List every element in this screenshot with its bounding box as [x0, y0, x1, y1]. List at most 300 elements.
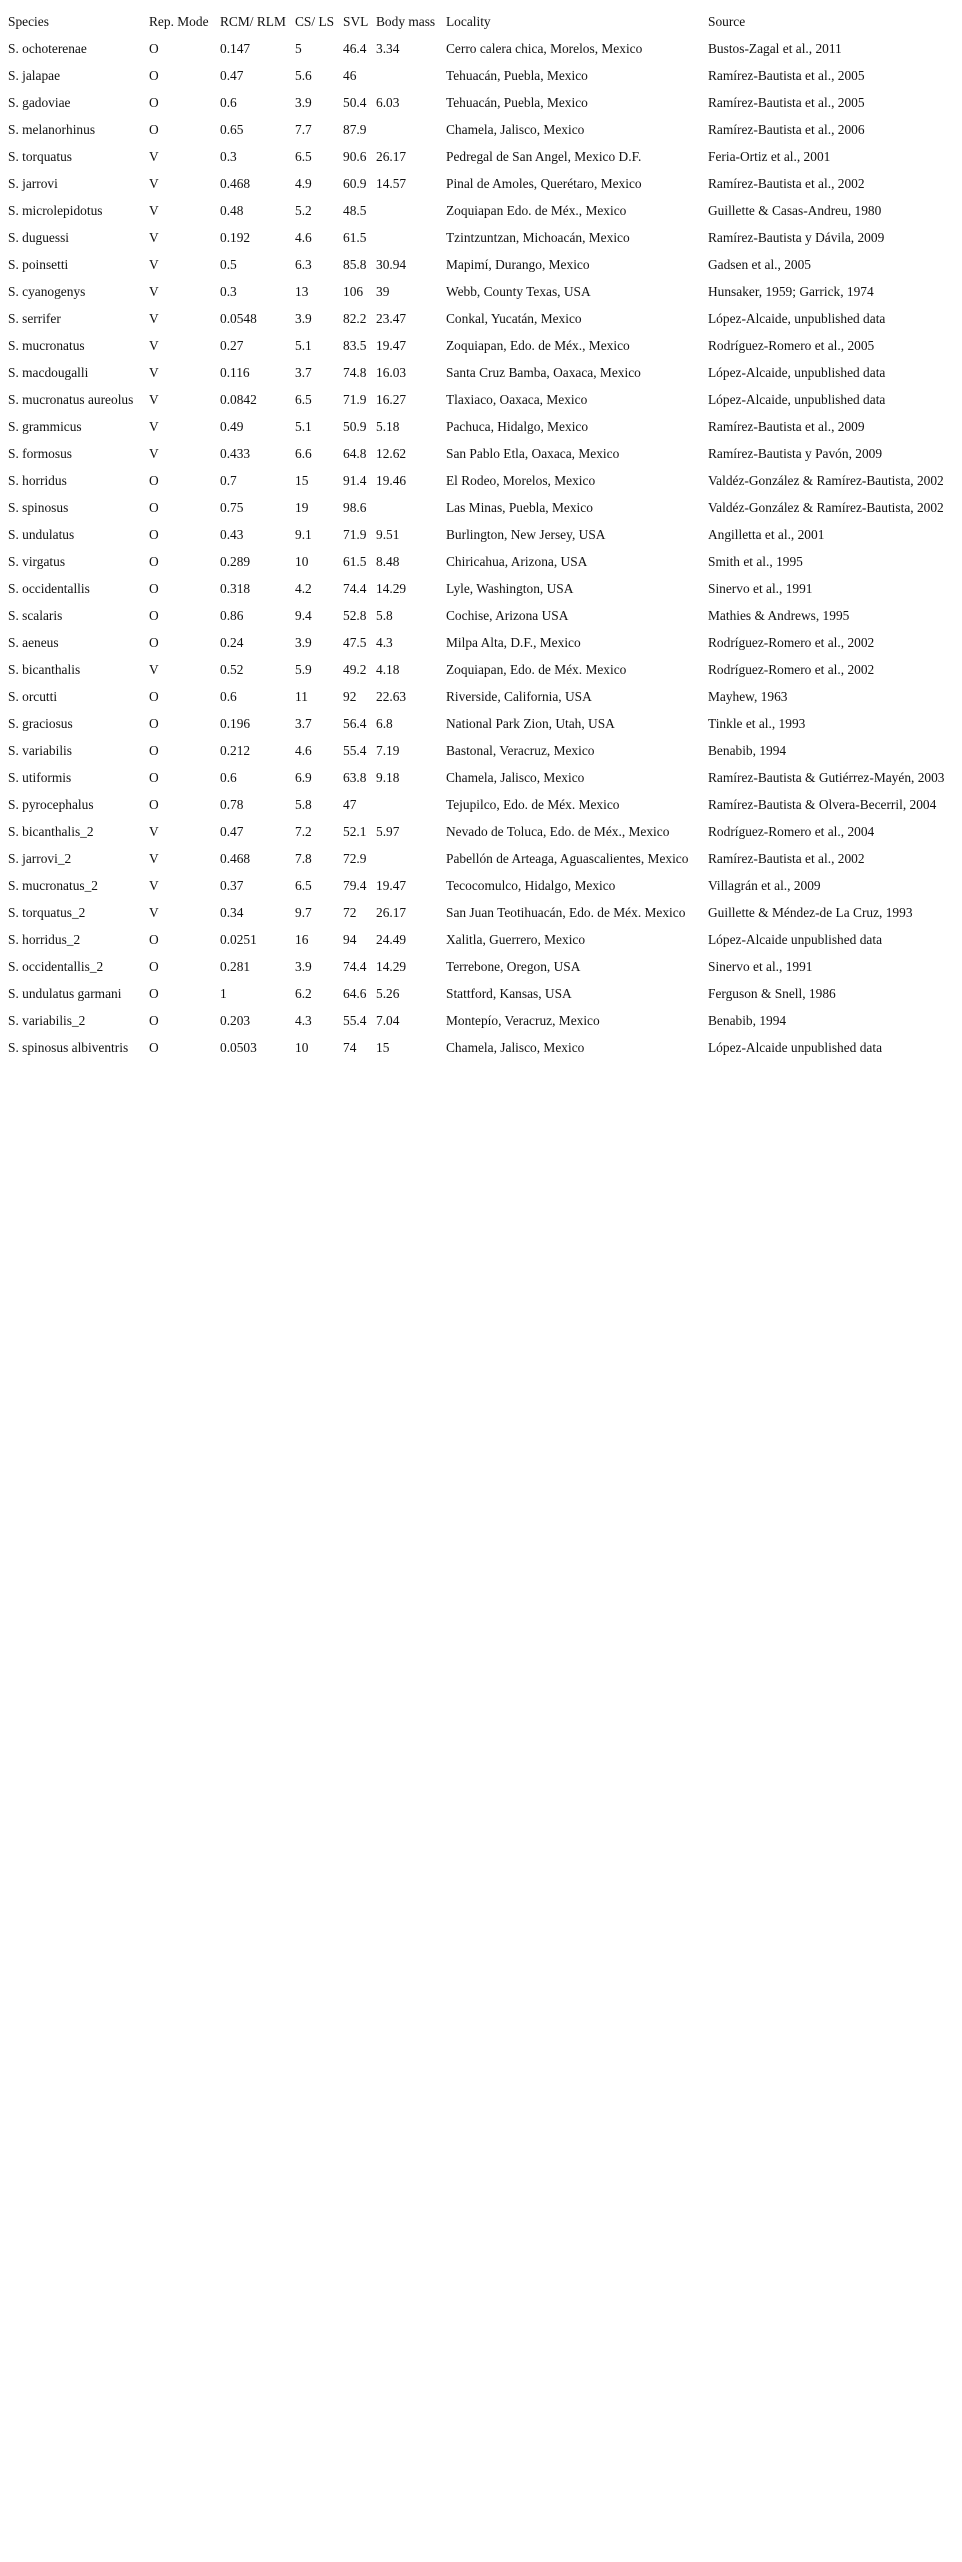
rcm-rlm-cell: 0.5	[220, 257, 237, 272]
body-mass-cell: 14.29	[376, 959, 407, 974]
source-cell: Ramírez-Bautista et al., 2002	[708, 851, 865, 866]
cs-ls-cell: 3.7	[295, 716, 312, 731]
cs-ls-cell: 7.2	[295, 824, 312, 839]
svl-cell: 74.8	[343, 365, 367, 380]
source-cell: Gadsen et al., 2005	[708, 257, 812, 272]
svl-cell: 71.9	[343, 527, 367, 542]
cs-ls-cell: 5.6	[295, 68, 312, 83]
table-row	[8, 575, 958, 602]
table-row	[8, 467, 958, 494]
svl-cell: 64.6	[343, 986, 367, 1001]
species-cell: S. microlepidotus	[8, 203, 103, 218]
body-mass-cell	[376, 62, 446, 89]
body-mass-cell	[376, 116, 446, 143]
svl-cell: 82.2	[343, 311, 367, 326]
locality-cell: El Rodeo, Morelos, Mexico	[446, 473, 596, 488]
rcm-rlm-cell: 0.203	[220, 1013, 251, 1028]
source-cell: Ramírez-Bautista et al., 2006	[708, 122, 865, 137]
rcm-rlm-cell: 0.78	[220, 797, 244, 812]
svl-cell: 50.4	[343, 95, 367, 110]
source-cell: Mayhew, 1963	[708, 689, 788, 704]
table-row	[8, 629, 958, 656]
source-cell: Ramírez-Bautista y Dávila, 2009	[708, 230, 885, 245]
locality-cell: Chiricahua, Arizona, USA	[446, 554, 588, 569]
body-mass-cell: 5.18	[376, 419, 400, 434]
svl-cell: 85.8	[343, 257, 367, 272]
cs-ls-cell: 7.8	[295, 851, 312, 866]
table-row	[8, 899, 958, 926]
svl-cell: 74.4	[343, 581, 367, 596]
svl-cell: 98.6	[343, 500, 367, 515]
body-mass-cell: 3.34	[376, 41, 400, 56]
cs-ls-cell: 13	[295, 284, 309, 299]
body-mass-cell	[376, 791, 446, 818]
species-cell: S. mucronatus_2	[8, 878, 99, 893]
rep-mode-cell: V	[149, 392, 159, 407]
source-cell: Hunsaker, 1959; Garrick, 1974	[708, 284, 874, 299]
table-row	[8, 953, 958, 980]
table-row	[8, 62, 958, 89]
table-body	[8, 35, 958, 1061]
rcm-rlm-cell: 0.47	[220, 68, 244, 83]
header-rcm-rlm: RCM/ RLM	[220, 14, 286, 29]
svl-cell: 106	[343, 284, 364, 299]
svl-cell: 72.9	[343, 851, 367, 866]
table-row	[8, 548, 958, 575]
table-row	[8, 224, 958, 251]
locality-cell: Conkal, Yucatán, Mexico	[446, 311, 582, 326]
species-cell: S. virgatus	[8, 554, 66, 569]
source-cell: Tinkle et al., 1993	[708, 716, 806, 731]
cs-ls-cell: 3.7	[295, 365, 312, 380]
locality-cell: Tehuacán, Puebla, Mexico	[446, 95, 588, 110]
svl-cell: 56.4	[343, 716, 367, 731]
body-mass-cell: 4.3	[376, 635, 393, 650]
source-cell: Angilletta et al., 2001	[708, 527, 825, 542]
table-row	[8, 278, 958, 305]
rep-mode-cell: O	[149, 959, 159, 974]
rcm-rlm-cell: 0.196	[220, 716, 251, 731]
source-cell: López-Alcaide, unpublished data	[708, 392, 886, 407]
rcm-rlm-cell: 0.0503	[220, 1040, 257, 1055]
rcm-rlm-cell: 0.6	[220, 689, 237, 704]
table-row	[8, 35, 958, 62]
locality-cell: Nevado de Toluca, Edo. de Méx., Mexico	[446, 824, 670, 839]
body-mass-cell: 7.04	[376, 1013, 400, 1028]
table-row	[8, 413, 958, 440]
svl-cell: 92	[343, 689, 357, 704]
svl-cell: 49.2	[343, 662, 367, 677]
body-mass-cell: 14.29	[376, 581, 407, 596]
cs-ls-cell: 9.4	[295, 608, 312, 623]
rep-mode-cell: V	[149, 230, 159, 245]
table-row	[8, 710, 958, 737]
table-row	[8, 89, 958, 116]
table-row	[8, 197, 958, 224]
table-row	[8, 521, 958, 548]
cs-ls-cell: 4.6	[295, 230, 312, 245]
rcm-rlm-cell: 1	[220, 986, 227, 1001]
locality-cell: Stattford, Kansas, USA	[446, 986, 572, 1001]
svl-cell: 63.8	[343, 770, 367, 785]
source-cell: Ramírez-Bautista et al., 2005	[708, 68, 865, 83]
locality-cell: Burlington, New Jersey, USA	[446, 527, 606, 542]
svl-cell: 61.5	[343, 554, 367, 569]
rcm-rlm-cell: 0.65	[220, 122, 244, 137]
rep-mode-cell: V	[149, 257, 159, 272]
body-mass-cell: 23.47	[376, 311, 407, 326]
svl-cell: 74.4	[343, 959, 367, 974]
rep-mode-cell: O	[149, 473, 159, 488]
table-row	[8, 845, 958, 872]
body-mass-cell: 16.03	[376, 365, 407, 380]
rep-mode-cell: O	[149, 68, 159, 83]
table-row	[8, 170, 958, 197]
species-cell: S. variabilis	[8, 743, 72, 758]
source-cell: López-Alcaide, unpublished data	[708, 365, 886, 380]
source-cell: Rodríguez-Romero et al., 2004	[708, 824, 875, 839]
species-cell: S. aeneus	[8, 635, 59, 650]
rcm-rlm-cell: 0.0251	[220, 932, 257, 947]
table-row	[8, 818, 958, 845]
svl-cell: 52.8	[343, 608, 367, 623]
locality-cell: Lyle, Washington, USA	[446, 581, 574, 596]
source-cell: Benabib, 1994	[708, 1013, 787, 1028]
species-cell: S. utiformis	[8, 770, 72, 785]
rcm-rlm-cell: 0.6	[220, 770, 237, 785]
locality-cell: Las Minas, Puebla, Mexico	[446, 500, 593, 515]
svl-cell: 60.9	[343, 176, 367, 191]
cs-ls-cell: 3.9	[295, 95, 312, 110]
locality-cell: Pachuca, Hidalgo, Mexico	[446, 419, 589, 434]
cs-ls-cell: 15	[295, 473, 309, 488]
body-mass-cell: 9.51	[376, 527, 400, 542]
source-cell: Ramírez-Bautista & Gutiérrez-Mayén, 2003	[708, 770, 945, 785]
source-cell: Benabib, 1994	[708, 743, 787, 758]
locality-cell: National Park Zion, Utah, USA	[446, 716, 615, 731]
rcm-rlm-cell: 0.6	[220, 95, 237, 110]
locality-cell: Cerro calera chica, Morelos, Mexico	[446, 41, 643, 56]
cs-ls-cell: 6.3	[295, 257, 312, 272]
rcm-rlm-cell: 0.192	[220, 230, 251, 245]
rep-mode-cell: V	[149, 365, 159, 380]
species-cell: S. serrifer	[8, 311, 61, 326]
cs-ls-cell: 6.5	[295, 149, 312, 164]
rep-mode-cell: V	[149, 851, 159, 866]
locality-cell: San Juan Teotihuacán, Edo. de Méx. Mexico	[446, 905, 686, 920]
rep-mode-cell: V	[149, 203, 159, 218]
source-cell: Ramírez-Bautista y Pavón, 2009	[708, 446, 883, 461]
locality-cell: Zoquiapan, Edo. de Méx. Mexico	[446, 662, 627, 677]
body-mass-cell: 5.97	[376, 824, 400, 839]
table-row	[8, 386, 958, 413]
table-row	[8, 1007, 958, 1034]
cs-ls-cell: 3.9	[295, 311, 312, 326]
cs-ls-cell: 7.7	[295, 122, 312, 137]
table-row	[8, 116, 958, 143]
header-species: Species	[8, 14, 49, 29]
species-cell: S. variabilis_2	[8, 1013, 86, 1028]
rcm-rlm-cell: 0.34	[220, 905, 244, 920]
svl-cell: 47	[343, 797, 357, 812]
source-cell: Ramírez-Bautista et al., 2009	[708, 419, 865, 434]
source-cell: Rodríguez-Romero et al., 2002	[708, 662, 875, 677]
source-cell: Smith et al., 1995	[708, 554, 803, 569]
rep-mode-cell: O	[149, 554, 159, 569]
rcm-rlm-cell: 0.212	[220, 743, 251, 758]
locality-cell: Tecocomulco, Hidalgo, Mexico	[446, 878, 616, 893]
table-row	[8, 440, 958, 467]
rep-mode-cell: V	[149, 878, 159, 893]
locality-cell: Bastonal, Veracruz, Mexico	[446, 743, 595, 758]
svl-cell: 46.4	[343, 41, 367, 56]
locality-cell: Chamela, Jalisco, Mexico	[446, 1040, 585, 1055]
species-cell: S. ochoterenae	[8, 41, 87, 56]
source-cell: Guillette & Casas-Andreu, 1980	[708, 203, 882, 218]
svl-cell: 91.4	[343, 473, 367, 488]
species-cell: S. undulatus garmani	[8, 986, 122, 1001]
cs-ls-cell: 4.3	[295, 1013, 312, 1028]
rcm-rlm-cell: 0.0548	[220, 311, 257, 326]
rep-mode-cell: O	[149, 986, 159, 1001]
species-cell: S. spinosus albiventris	[8, 1040, 129, 1055]
rep-mode-cell: O	[149, 716, 159, 731]
rep-mode-cell: V	[149, 419, 159, 434]
locality-cell: Xalitla, Guerrero, Mexico	[446, 932, 586, 947]
rep-mode-cell: V	[149, 284, 159, 299]
table-row	[8, 494, 958, 521]
locality-cell: Tejupilco, Edo. de Méx. Mexico	[446, 797, 620, 812]
rcm-rlm-cell: 0.281	[220, 959, 251, 974]
locality-cell: Mapimí, Durango, Mexico	[446, 257, 590, 272]
species-cell: S. duguessi	[8, 230, 70, 245]
svl-cell: 90.6	[343, 149, 367, 164]
species-cell: S. jarrovi_2	[8, 851, 72, 866]
species-cell: S. torquatus	[8, 149, 72, 164]
rep-mode-cell: O	[149, 500, 159, 515]
cs-ls-cell: 3.9	[295, 635, 312, 650]
species-cell: S. gadoviae	[8, 95, 71, 110]
locality-cell: Cochise, Arizona USA	[446, 608, 569, 623]
header-body-mass: Body mass	[376, 14, 436, 29]
rcm-rlm-cell: 0.86	[220, 608, 244, 623]
species-cell: S. mucronatus aureolus	[8, 392, 134, 407]
source-cell: Ferguson & Snell, 1986	[708, 986, 836, 1001]
table-row	[8, 332, 958, 359]
cs-ls-cell: 5.1	[295, 338, 312, 353]
body-mass-cell: 6.8	[376, 716, 393, 731]
table-row	[8, 143, 958, 170]
svl-cell: 46	[343, 68, 357, 83]
rep-mode-cell: O	[149, 635, 159, 650]
rep-mode-cell: V	[149, 905, 159, 920]
rep-mode-cell: O	[149, 581, 159, 596]
table-row	[8, 305, 958, 332]
rcm-rlm-cell: 0.116	[220, 365, 250, 380]
source-cell: Guillette & Méndez-de La Cruz, 1993	[708, 905, 913, 920]
species-cell: S. horridus	[8, 473, 67, 488]
species-data-table	[8, 8, 958, 1061]
rcm-rlm-cell: 0.289	[220, 554, 251, 569]
species-cell: S. poinsetti	[8, 257, 69, 272]
svl-cell: 79.4	[343, 878, 367, 893]
cs-ls-cell: 6.5	[295, 392, 312, 407]
body-mass-cell: 19.47	[376, 878, 407, 893]
header-rep-mode: Rep. Mode	[149, 14, 209, 29]
body-mass-cell: 9.18	[376, 770, 400, 785]
table-row	[8, 926, 958, 953]
rep-mode-cell: O	[149, 95, 159, 110]
source-cell: López-Alcaide unpublished data	[708, 1040, 883, 1055]
cs-ls-cell: 10	[295, 554, 309, 569]
rep-mode-cell: O	[149, 932, 159, 947]
cs-ls-cell: 4.6	[295, 743, 312, 758]
locality-cell: Tlaxiaco, Oaxaca, Mexico	[446, 392, 588, 407]
species-cell: S. undulatus	[8, 527, 75, 542]
rep-mode-cell: V	[149, 176, 159, 191]
header-locality: Locality	[446, 14, 491, 29]
locality-cell: Tzintzuntzan, Michoacán, Mexico	[446, 230, 630, 245]
rep-mode-cell: V	[149, 149, 159, 164]
body-mass-cell	[376, 197, 446, 224]
rep-mode-cell: O	[149, 743, 159, 758]
rcm-rlm-cell: 0.433	[220, 446, 251, 461]
body-mass-cell: 12.62	[376, 446, 407, 461]
cs-ls-cell: 5.1	[295, 419, 312, 434]
locality-cell: Santa Cruz Bamba, Oaxaca, Mexico	[446, 365, 641, 380]
species-cell: S. orcutti	[8, 689, 58, 704]
rcm-rlm-cell: 0.43	[220, 527, 244, 542]
species-cell: S. occidentallis	[8, 581, 90, 596]
rep-mode-cell: O	[149, 689, 159, 704]
body-mass-cell: 5.8	[376, 608, 393, 623]
body-mass-cell: 4.18	[376, 662, 400, 677]
rep-mode-cell: O	[149, 41, 159, 56]
locality-cell: Riverside, California, USA	[446, 689, 592, 704]
rep-mode-cell: V	[149, 311, 159, 326]
locality-cell: Chamela, Jalisco, Mexico	[446, 770, 585, 785]
body-mass-cell	[376, 845, 446, 872]
species-cell: S. bicanthalis_2	[8, 824, 94, 839]
species-cell: S. grammicus	[8, 419, 82, 434]
svl-cell: 52.1	[343, 824, 367, 839]
species-cell: S. macdougalli	[8, 365, 89, 380]
source-cell: Villagrán et al., 2009	[708, 878, 821, 893]
rcm-rlm-cell: 0.468	[220, 176, 251, 191]
body-mass-cell: 14.57	[376, 176, 407, 191]
body-mass-cell: 30.94	[376, 257, 407, 272]
table-row	[8, 764, 958, 791]
body-mass-cell: 19.46	[376, 473, 407, 488]
svl-cell: 55.4	[343, 1013, 367, 1028]
species-cell: S. torquatus_2	[8, 905, 86, 920]
cs-ls-cell: 5.8	[295, 797, 312, 812]
body-mass-cell: 26.17	[376, 905, 407, 920]
source-cell: Ramírez-Bautista & Olvera-Becerril, 2004	[708, 797, 937, 812]
body-mass-cell: 15	[376, 1040, 390, 1055]
cs-ls-cell: 6.5	[295, 878, 312, 893]
table-header-row	[8, 8, 958, 35]
source-cell: Ramírez-Bautista et al., 2005	[708, 95, 865, 110]
species-cell: S. horridus_2	[8, 932, 81, 947]
svl-cell: 94	[343, 932, 357, 947]
table-row	[8, 602, 958, 629]
table-row	[8, 656, 958, 683]
rcm-rlm-cell: 0.75	[220, 500, 244, 515]
table-row	[8, 791, 958, 818]
species-cell: S. graciosus	[8, 716, 73, 731]
body-mass-cell: 6.03	[376, 95, 400, 110]
svl-cell: 71.9	[343, 392, 367, 407]
locality-cell: Webb, County Texas, USA	[446, 284, 591, 299]
table-row	[8, 683, 958, 710]
cs-ls-cell: 5.9	[295, 662, 312, 677]
cs-ls-cell: 6.6	[295, 446, 312, 461]
species-cell: S. formosus	[8, 446, 72, 461]
cs-ls-cell: 11	[295, 689, 308, 704]
cs-ls-cell: 4.9	[295, 176, 312, 191]
locality-cell: Milpa Alta, D.F., Mexico	[446, 635, 581, 650]
source-cell: Ramírez-Bautista et al., 2002	[708, 176, 865, 191]
species-cell: S. jalapae	[8, 68, 61, 83]
locality-cell: Tehuacán, Puebla, Mexico	[446, 68, 588, 83]
species-cell: S. melanorhinus	[8, 122, 96, 137]
species-cell: S. pyrocephalus	[8, 797, 94, 812]
rcm-rlm-cell: 0.468	[220, 851, 251, 866]
svl-cell: 83.5	[343, 338, 367, 353]
rcm-rlm-cell: 0.47	[220, 824, 244, 839]
cs-ls-cell: 19	[295, 500, 309, 515]
locality-cell: San Pablo Etla, Oaxaca, Mexico	[446, 446, 620, 461]
rcm-rlm-cell: 0.318	[220, 581, 251, 596]
cs-ls-cell: 6.9	[295, 770, 312, 785]
svl-cell: 55.4	[343, 743, 367, 758]
rep-mode-cell: O	[149, 1013, 159, 1028]
locality-cell: Pedregal de San Angel, Mexico D.F.	[446, 149, 642, 164]
body-mass-cell: 22.63	[376, 689, 407, 704]
table-row	[8, 251, 958, 278]
body-mass-cell: 26.17	[376, 149, 407, 164]
cs-ls-cell: 4.2	[295, 581, 312, 596]
locality-cell: Zoquiapan, Edo. de Méx., Mexico	[446, 338, 630, 353]
cs-ls-cell: 5	[295, 41, 302, 56]
rcm-rlm-cell: 0.3	[220, 284, 237, 299]
svl-cell: 50.9	[343, 419, 367, 434]
source-cell: Sinervo et al., 1991	[708, 581, 813, 596]
species-cell: S. jarrovi	[8, 176, 58, 191]
rep-mode-cell: O	[149, 1040, 159, 1055]
rep-mode-cell: O	[149, 527, 159, 542]
cs-ls-cell: 10	[295, 1040, 309, 1055]
rcm-rlm-cell: 0.52	[220, 662, 244, 677]
source-cell: López-Alcaide unpublished data	[708, 932, 883, 947]
svl-cell: 47.5	[343, 635, 367, 650]
body-mass-cell: 39	[376, 284, 390, 299]
svl-cell: 72	[343, 905, 357, 920]
svl-cell: 74	[343, 1040, 357, 1055]
cs-ls-cell: 5.2	[295, 203, 312, 218]
species-cell: S. scalaris	[8, 608, 63, 623]
table-row	[8, 980, 958, 1007]
body-mass-cell: 19.47	[376, 338, 407, 353]
rcm-rlm-cell: 0.48	[220, 203, 244, 218]
cs-ls-cell: 9.7	[295, 905, 312, 920]
rcm-rlm-cell: 0.49	[220, 419, 244, 434]
table-row	[8, 872, 958, 899]
svl-cell: 48.5	[343, 203, 367, 218]
rcm-rlm-cell: 0.37	[220, 878, 244, 893]
rcm-rlm-cell: 0.0842	[220, 392, 257, 407]
